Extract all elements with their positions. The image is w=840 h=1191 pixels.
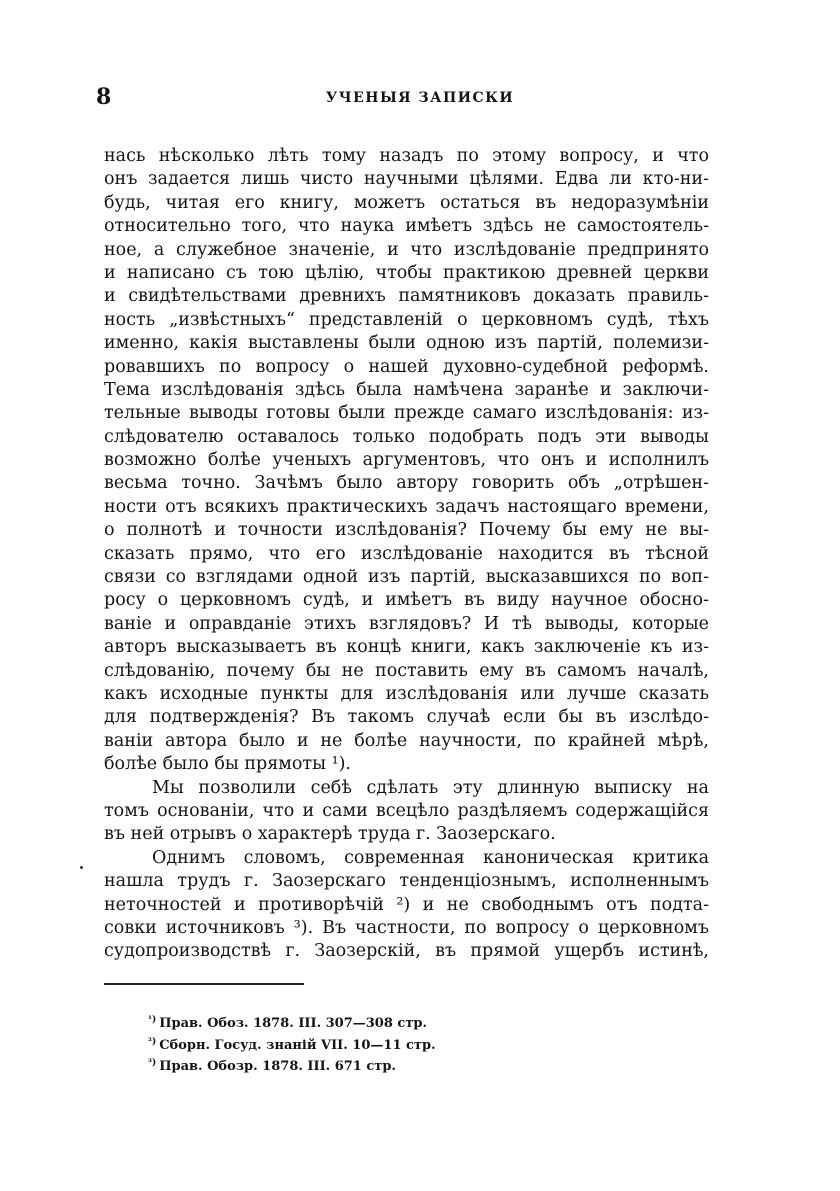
footnote-rule xyxy=(104,983,304,985)
footnote-text: Сборн. Госуд. знаній VII. 10—11 стр. xyxy=(159,1037,436,1053)
footnote-text: Прав. Обоз. 1878. III. 307—308 стр. xyxy=(159,1016,428,1031)
footnotes xyxy=(148,1010,436,1075)
text-line: ность „извѣстныхъ“ представленій о церковномъ судѣ, тѣхъ xyxy=(104,309,709,330)
text-line: будь, читая его книгу, можетъ остаться въ недоразумѣніи xyxy=(104,192,709,213)
text-line: ваніи автора было и не болѣе научности, по крайней мѣрѣ, xyxy=(104,730,709,751)
text-line: онъ задается лишь чисто научными цѣлями. Едва ли кто-ни- xyxy=(104,169,709,190)
text-line: именно, какія выставлены были одною изъ партій, полемизи- xyxy=(104,333,709,354)
text-line: какъ исходные пункты для изслѣдованія или лучше сказать xyxy=(104,683,709,704)
footnote xyxy=(148,1010,436,1032)
text-line: неточностей и противорѣчій ²) и не свободнымъ отъ подта- xyxy=(104,894,709,915)
footnote-mark: ¹) xyxy=(148,1015,157,1025)
footnote-text: Прав. Обозр. 1878. III. 671 стр. xyxy=(159,1059,396,1074)
text-line: Мы позволили себѣ сдѣлать эту длинную выписку на xyxy=(152,777,709,798)
footnote xyxy=(148,1053,436,1075)
running-head: УЧЕНЫЯ ЗАПИСКИ xyxy=(325,90,515,106)
text-line: росу о церковномъ судѣ, и имѣетъ въ виду научное обосно- xyxy=(104,590,709,611)
text-line: совки источниковъ ³). Въ частности, по вопросу о церковномъ xyxy=(104,917,709,938)
footnote-mark: ²) xyxy=(148,1036,157,1047)
footnote xyxy=(148,1032,436,1054)
text-line: ное, а служебное значеніе, и что изслѣдованіе предпринято xyxy=(104,239,709,260)
text-line: ности отъ всякихъ практическихъ задачъ настоящаго времени, xyxy=(104,496,709,517)
text-line: и написано съ тою цѣлію, чтобы практикою древней церкви xyxy=(104,262,709,283)
text-line: тельные выводы готовы были прежде самаго изслѣдованія: из- xyxy=(104,403,709,424)
text-line: нашла трудъ г. Заозерскаго тенденціознымъ, исполненнымъ xyxy=(104,871,709,892)
text-line: слѣдованію, почему бы не поставить ему въ самомъ началѣ, xyxy=(104,660,709,681)
text-line: о полнотѣ и точности изслѣдованія? Почему бы ему не вы- xyxy=(104,520,709,541)
text-line: Однимъ словомъ, современная каноническая критика xyxy=(152,847,709,868)
text-line: нась нѣсколько лѣть тому назадъ по этому вопросу, и что xyxy=(104,146,709,166)
text-line: судопроизводствѣ г. Заозерскій, въ прямой ущербъ истинѣ, xyxy=(104,941,709,962)
page-number: 8 xyxy=(96,84,112,110)
text-line: весьма точно. Зачѣмъ было автору говорить объ „отрѣшен- xyxy=(104,473,709,494)
footnote-mark: ³) xyxy=(148,1058,157,1068)
text-line: Тема изслѣдованія здѣсь была намѣчена заранѣе и заключи- xyxy=(104,379,709,400)
text-line: связи со взглядами одной изъ партій, высказавшихся по воп- xyxy=(104,567,709,588)
text-line: томъ основаніи, что и сами всецѣло раздѣляемъ содержащійся xyxy=(104,800,709,821)
stray-mark xyxy=(80,866,83,869)
text-line: для подтвержденія? Въ такомъ случаѣ если бы въ изслѣдо- xyxy=(104,707,709,728)
text-line: и свидѣтельствами древнихъ памятниковъ доказать правиль- xyxy=(104,286,709,307)
text-line: въ ней отрывъ о характерѣ труда г. Заозерскаго. xyxy=(104,824,556,845)
text-line: слѣдователю оставалось только подобрать подъ эти выводы xyxy=(104,426,709,447)
text-line: ровавшихъ по вопросу о нашей духовно-судебной реформѣ. xyxy=(104,356,709,377)
text-line: сказать прямо, что его изслѣдованіе находится въ тѣсной xyxy=(104,543,709,564)
text-line: авторъ высказываетъ въ концѣ книги, какъ заключеніе къ из- xyxy=(104,637,709,658)
text-line: возможно болѣе ученыхъ аргументовъ, что онъ и исполнилъ xyxy=(104,450,709,471)
text-line: ваніе и оправданіе этихъ взглядовъ? И тѣ выводы, которые xyxy=(104,613,709,634)
body-text xyxy=(104,145,709,964)
text-line: болѣе было бы прямоты ¹). xyxy=(104,754,351,775)
text-line: относительно того, что наука имѣетъ здѣсь не самостоятель- xyxy=(104,216,709,237)
